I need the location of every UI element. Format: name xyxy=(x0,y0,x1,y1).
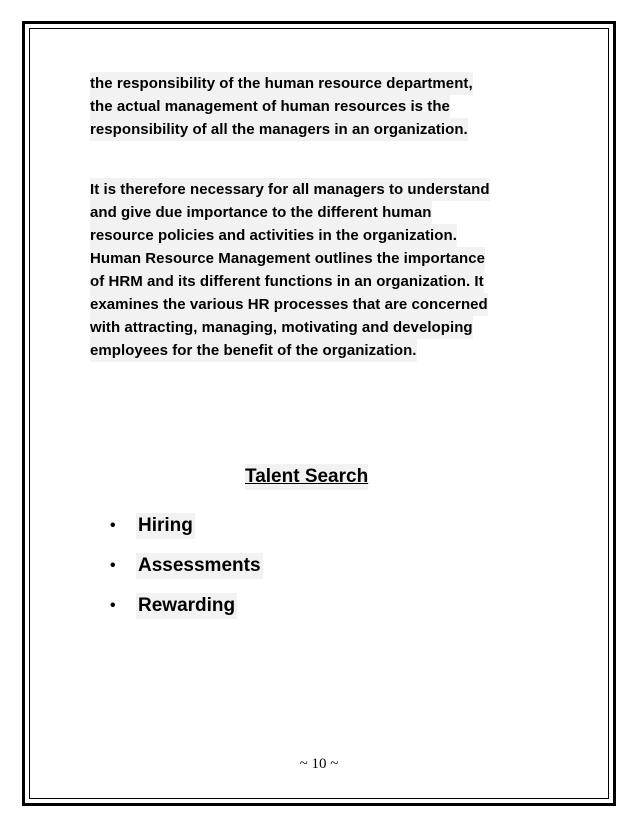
paragraph-body xyxy=(90,178,550,362)
bullet-icon: • xyxy=(110,517,116,534)
paragraph-line: and give due importance to the different human xyxy=(90,201,432,224)
paragraph-line: examines the various HR processes that are concerned xyxy=(90,293,488,316)
paragraph-line: of HRM and its different functions in an organization. It xyxy=(90,270,484,293)
paragraph-line: Human Resource Management outlines the importance xyxy=(90,247,485,270)
bullet-list xyxy=(104,506,263,626)
section-heading: Talent Search xyxy=(245,464,368,490)
paragraph-line: the responsibility of the human resource department, xyxy=(90,72,473,95)
list-item-label: Rewarding xyxy=(136,593,237,619)
paragraph-line: the actual management of human resources is the xyxy=(90,95,450,118)
page-number: ~ 10 ~ xyxy=(299,756,339,772)
page-border-inner xyxy=(29,28,609,799)
bullet-icon: • xyxy=(110,597,116,614)
paragraph-line: with attracting, managing, motivating and developing xyxy=(90,316,473,339)
list-item-label: Hiring xyxy=(136,513,195,539)
paragraph-line: employees for the benefit of the organization. xyxy=(90,339,417,362)
list-item xyxy=(104,546,263,586)
paragraph-line: resource policies and activities in the organization. xyxy=(90,224,457,247)
list-item xyxy=(104,506,263,546)
list-item-label: Assessments xyxy=(136,553,263,579)
list-item xyxy=(104,586,263,626)
paragraph-line: responsibility of all the managers in an organization. xyxy=(90,118,468,141)
paragraph-intro xyxy=(90,72,550,141)
paragraph-line: It is therefore necessary for all managers to understand xyxy=(90,178,490,201)
bullet-icon: • xyxy=(110,557,116,574)
